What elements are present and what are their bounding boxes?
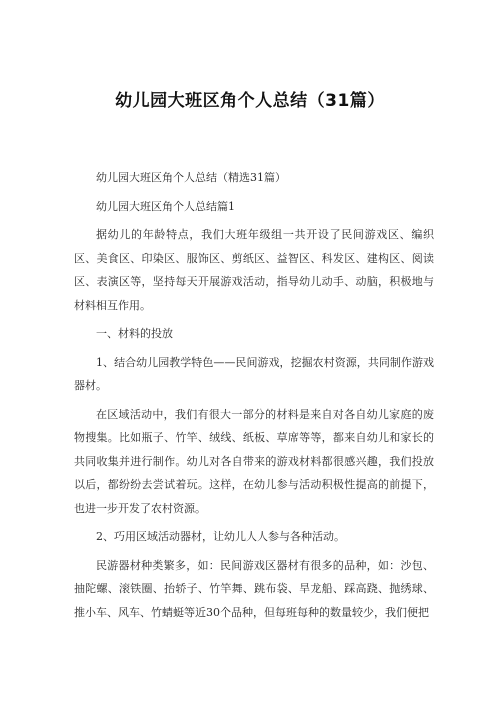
document-body bbox=[74, 166, 434, 629]
document-title: 幼儿园大班区角个人总结（31篇） bbox=[115, 91, 385, 111]
paragraph: 1、结合幼儿园教学特色——民间游戏，挖掘农村资源，共同制作游戏器材。 bbox=[74, 355, 434, 392]
paragraph: 民游器材种类繁多，如：民间游戏区器材有很多的品种，如：沙包、抽陀螺、滚铁圈、抬轿子、竹竿舞、跳布袋、旱龙船、踩高跷、抛绣球、推小车、风车、竹蜻蜓等近30个品种，但每班每种的数量较少，我们便把 bbox=[74, 558, 434, 619]
paragraph: 在区域活动中，我们有很大一部分的材料是来自对各自幼儿家庭的废物搜集。比如瓶子、竹竿、绒线、纸板、草席等等，都来自幼儿和家长的共同收集并进行制作。幼儿对各自带来的游戏材料都很感兴趣，我们投放以后，都纷纷去尝试着玩。这样，在幼儿参与活动积极性提高的前提下，也进一步开发了农村资源。 bbox=[74, 407, 434, 515]
paragraph: 2、巧用区域活动器材，让幼儿人人参与各种活动。 bbox=[96, 530, 345, 543]
paragraph: 据幼儿的年龄特点，我们大班年级组一共开设了民间游戏区、编织区、美食区、印染区、服饰区、剪纸区、益智区、科发区、建构区、阅读区、表演区等，坚持每天开展游戏活动，指导幼儿动手、动脑，积极地与材料相互作用。 bbox=[74, 228, 434, 312]
subheading: 一、材料的投放 bbox=[96, 327, 173, 340]
document-subtitle: 幼儿园大班区角个人总结（精选31篇） bbox=[96, 171, 286, 184]
section-heading: 幼儿园大班区角个人总结篇1 bbox=[96, 199, 235, 213]
